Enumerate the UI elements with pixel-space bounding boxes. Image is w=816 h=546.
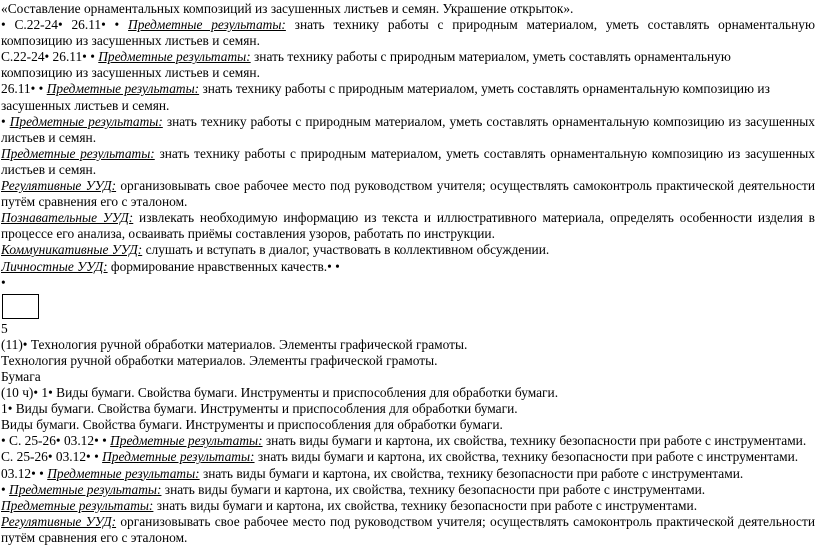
text-line [1, 178, 815, 194]
text-line [1, 17, 815, 33]
text-line [1, 242, 815, 258]
line-prefix: 26.11• • [1, 81, 47, 97]
text-line [1, 449, 815, 465]
line-body: извлекать необходимую информацию из текста и иллюстративного материала, определять особенности изделия в [133, 210, 815, 226]
line-body: знать виды бумаги и картона, их свойства, технику безопасности при работе с инструментами. [254, 449, 799, 465]
text-line: процессе его анализа, осваивать приёмы составления узоров, работать по инструкции. [1, 226, 495, 242]
line-prefix: С.22-24• 26.11• • [1, 49, 99, 65]
section-heading: Предметные результаты: [98, 49, 251, 65]
line-body: формирование нравственных качеств.• • [107, 258, 340, 274]
section-heading: Предметные результаты: [110, 433, 263, 449]
text-line: листьев и семян. [1, 129, 97, 145]
line-body: организовывать свое рабочее место под руководством учителя; осуществлять самоконтроль практической деятельности [116, 178, 815, 194]
text-line: путём сравнения его с эталоном. [1, 194, 188, 210]
section-heading: Регулятивные УУД: [1, 178, 117, 194]
text-line [1, 146, 815, 162]
text-line: композицию из засушенных листьев и семян. [1, 33, 260, 49]
text-line: (10 ч)• 1• Виды бумаги. Свойства бумаги. Инструменты и приспособления для обработки бумаги. [1, 385, 559, 401]
line-body: знать виды бумаги и картона, их свойства, технику безопасности при работе с инструментами. [161, 481, 706, 497]
line-body: знать технику работы с природным материалом, уметь составлять орнаментальную [250, 49, 731, 65]
line-prefix: • С.22-24• 26.11• • [1, 17, 129, 33]
line-body: знать виды бумаги и картона, их свойства, технику безопасности при работе с инструментами. [262, 433, 807, 449]
section-heading: Предметные результаты: [1, 145, 155, 161]
line-body: знать виды бумаги и картона, их свойства, технику безопасности при работе с инструментами. [153, 497, 698, 513]
line-prefix: • С. 25-26• 03.12• • [1, 433, 111, 449]
section-heading: Регулятивные УУД: [1, 513, 117, 529]
text-line: Бумага [1, 368, 41, 384]
line-body: слушать и вступать в диалог, участвовать в коллективном обсуждении. [142, 242, 550, 258]
text-line: 5 [1, 320, 8, 336]
section-heading: Предметные результаты: [102, 449, 255, 465]
text-line: Виды бумаги. Свойства бумаги. Инструменты и приспособления для обработки бумаги. [1, 417, 503, 433]
line-body: знать технику работы с природным материалом, уметь составлять орнаментальную [285, 17, 815, 33]
section-heading: Предметные результаты: [9, 113, 163, 129]
text-line [1, 514, 815, 530]
text-line [1, 114, 815, 130]
section-heading: Коммуникативные УУД: [1, 242, 143, 258]
text-line [1, 49, 815, 65]
line-body: организовывать свое рабочее место под руководством учителя; осуществлять самоконтроль практической деятельности [116, 513, 815, 529]
line-prefix: • [1, 481, 10, 497]
line-body: знать технику работы с природным материалом, уметь составлять орнаментальную композицию из [199, 81, 770, 97]
section-heading: Предметные результаты: [47, 465, 200, 481]
line-prefix: С. 25-26• 03.12• • [1, 449, 103, 465]
text-line [1, 433, 815, 449]
text-line [1, 482, 815, 498]
text-line: Технология ручной обработки материалов. Элементы графической грамоты. [1, 352, 438, 368]
text-line: • [1, 274, 6, 290]
document-text [1, 1, 815, 546]
text-line: композицию из засушенных листьев и семян. [1, 65, 260, 81]
text-line: 1• Виды бумаги. Свойства бумаги. Инструменты и приспособления для обработки бумаги. [1, 401, 518, 417]
section-heading: Предметные результаты: [46, 81, 200, 97]
section-heading: Предметные результаты: [1, 497, 154, 513]
line-body: знать технику работы с природным материалом, уметь составлять орнаментальную композицию из засушенных [162, 113, 815, 129]
text-line [1, 210, 815, 226]
text-line [1, 498, 815, 514]
section-heading: Личностные УУД: [1, 258, 108, 274]
text-line [1, 259, 815, 275]
text-line: листьев и семян. [1, 161, 97, 177]
line-body: знать виды бумаги и картона, их свойства, технику безопасности при работе с инструментами. [199, 465, 744, 481]
text-line: «Составление орнаментальных композиций из засушенных листьев и семян. Украшение открыток». [1, 1, 574, 16]
section-heading: Предметные результаты: [9, 481, 162, 497]
line-prefix: 03.12• • [1, 465, 48, 481]
text-line [1, 466, 815, 482]
line-body: знать технику работы с природным материалом, уметь составлять орнаментальную композицию из засушенных [154, 145, 815, 161]
text-line: путём сравнения его с эталоном. [1, 529, 188, 545]
text-line: засушенных листьев и семян. [1, 97, 170, 113]
text-line: (11)• Технология ручной обработки материалов. Элементы графической грамоты. [1, 336, 468, 352]
text-line [1, 81, 815, 97]
empty-table-cell [2, 294, 39, 319]
line-prefix: • [1, 113, 10, 129]
section-heading: Предметные результаты: [128, 17, 286, 33]
section-heading: Познавательные УУД: [1, 210, 134, 226]
